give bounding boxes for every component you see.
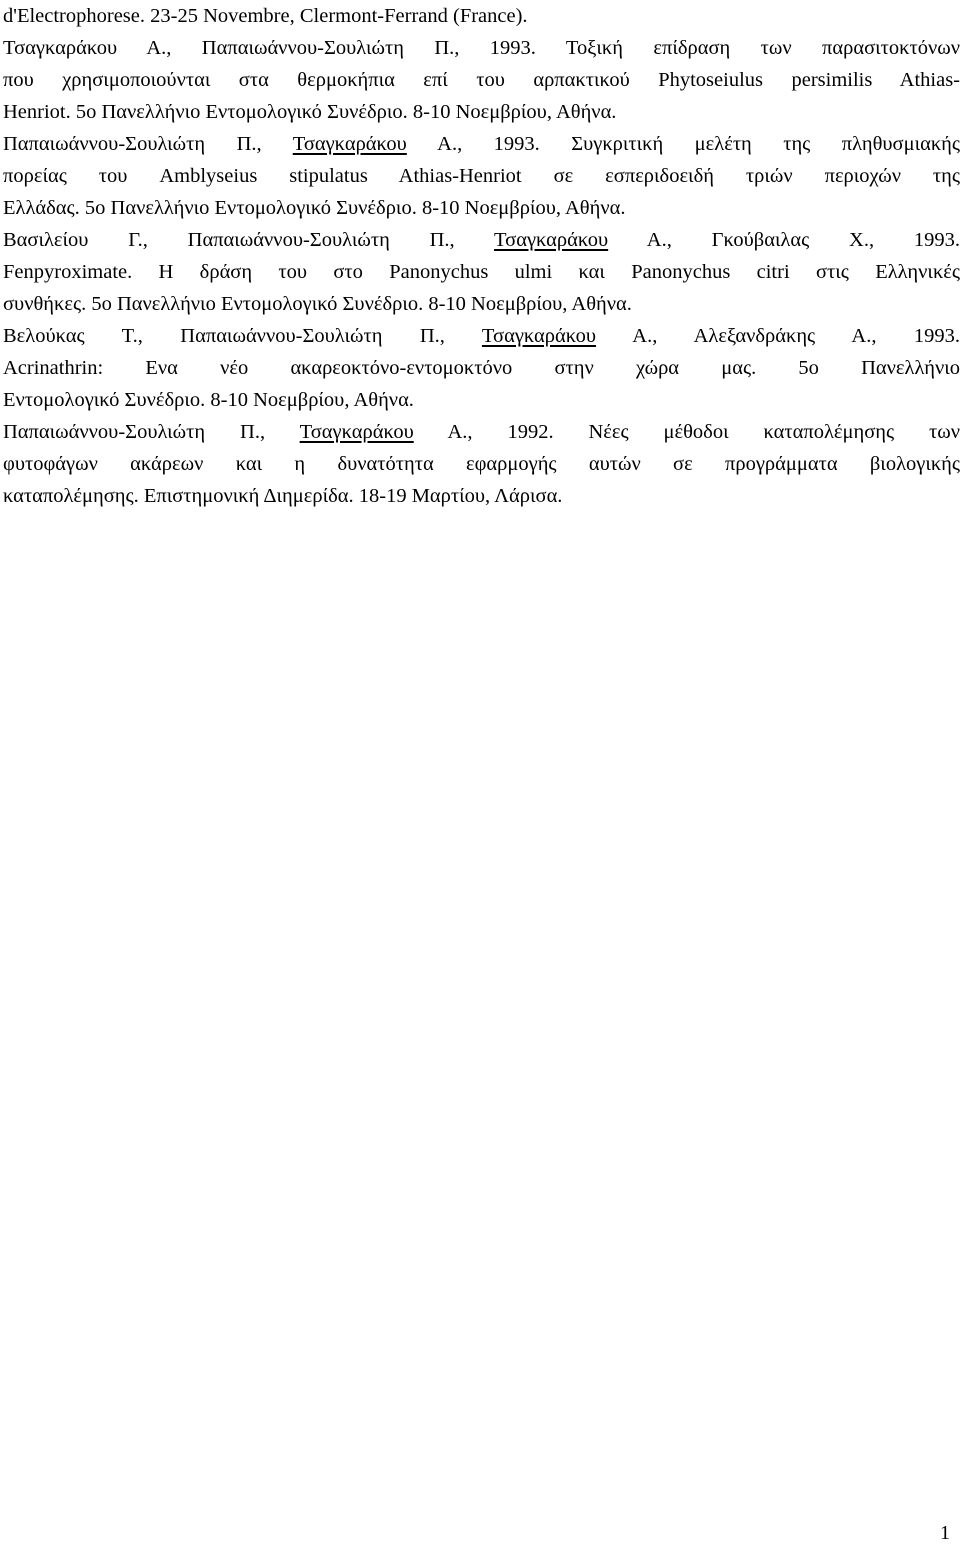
reference-entry xyxy=(3,224,960,320)
reference-line: Fenpyroximate. Η δράση του στο Panonychus ulmi και Panonychus citri στις Ελληνικές xyxy=(3,261,960,283)
underlined-author: Τσαγκαράκου xyxy=(494,229,609,251)
underlined-author: Τσαγκαράκου xyxy=(481,325,597,347)
reference-line: Βασιλείου Γ., Παπαιωάννου-Σουλιώτη Π., Τσαγκαράκου Α., Γκούβαιλας Χ., 1993. xyxy=(3,229,960,251)
reference-list xyxy=(3,0,960,512)
reference-line: συνθήκες. 5ο Πανελλήνιο Εντομολογικό Συνέδριο. 8-10 Νοεμβρίου, Αθήνα. xyxy=(3,293,632,315)
reference-line: καταπολέμησης. Επιστημονική Διημερίδα. 18-19 Μαρτίου, Λάρισα. xyxy=(3,485,563,507)
reference-line: Βελούκας Τ., Παπαιωάννου-Σουλιώτη Π., Τσαγκαράκου Α., Αλεξανδράκης Α., 1993. xyxy=(3,325,960,347)
reference-line: Εντομολογικό Συνέδριο. 8-10 Νοεμβρίου, Αθήνα. xyxy=(3,389,414,411)
reference-line: Henriot. 5ο Πανελλήνιο Εντομολογικό Συνέδριο. 8-10 Νοεμβρίου, Αθήνα. xyxy=(3,101,617,123)
reference-line: Παπαιωάννου-Σουλιώτη Π., Τσαγκαράκου Α., 1993. Συγκριτική μελέτη της πληθυσμιακής xyxy=(3,133,960,155)
reference-line: Τσαγκαράκου Α., Παπαιωάννου-Σουλιώτη Π., 1993. Τοξική επίδραση των παρασιτοκτόνων xyxy=(3,37,960,59)
reference-line: Παπαιωάννου-Σουλιώτη Π., Τσαγκαράκου Α., 1992. Νέες μέθοδοι καταπολέμησης των xyxy=(3,421,960,443)
reference-entry xyxy=(3,32,960,128)
underlined-author: Τσαγκαράκου xyxy=(292,133,407,155)
page-number: 1 xyxy=(940,1522,950,1544)
reference-entry xyxy=(3,0,960,32)
reference-entry xyxy=(3,128,960,224)
reference-line: Acrinathrin: Ενα νέο ακαρεοκτόνο-εντομοκτόνο στην χώρα μας. 5ο Πανελλήνιο xyxy=(3,357,960,379)
reference-line: d'Electrophorese. 23-25 Novembre, Clermont-Ferrand (France). xyxy=(3,5,528,27)
reference-line: πορείας του Amblyseius stipulatus Athias-Henriot σε εσπεριδοειδή τριών περιοχών της xyxy=(3,165,960,187)
reference-line: Ελλάδας. 5ο Πανελλήνιο Εντομολογικό Συνέδριο. 8-10 Νοεμβρίου, Αθήνα. xyxy=(3,197,626,219)
underlined-author: Τσαγκαράκου xyxy=(299,421,414,443)
reference-line: φυτοφάγων ακάρεων και η δυνατότητα εφαρμογής αυτών σε προγράμματα βιολογικής xyxy=(3,453,960,475)
reference-line: που χρησιμοποιούνται στα θερμοκήπια επί του αρπακτικού Phytoseiulus persimilis Athias- xyxy=(3,69,960,91)
reference-entry xyxy=(3,416,960,512)
reference-entry xyxy=(3,320,960,416)
